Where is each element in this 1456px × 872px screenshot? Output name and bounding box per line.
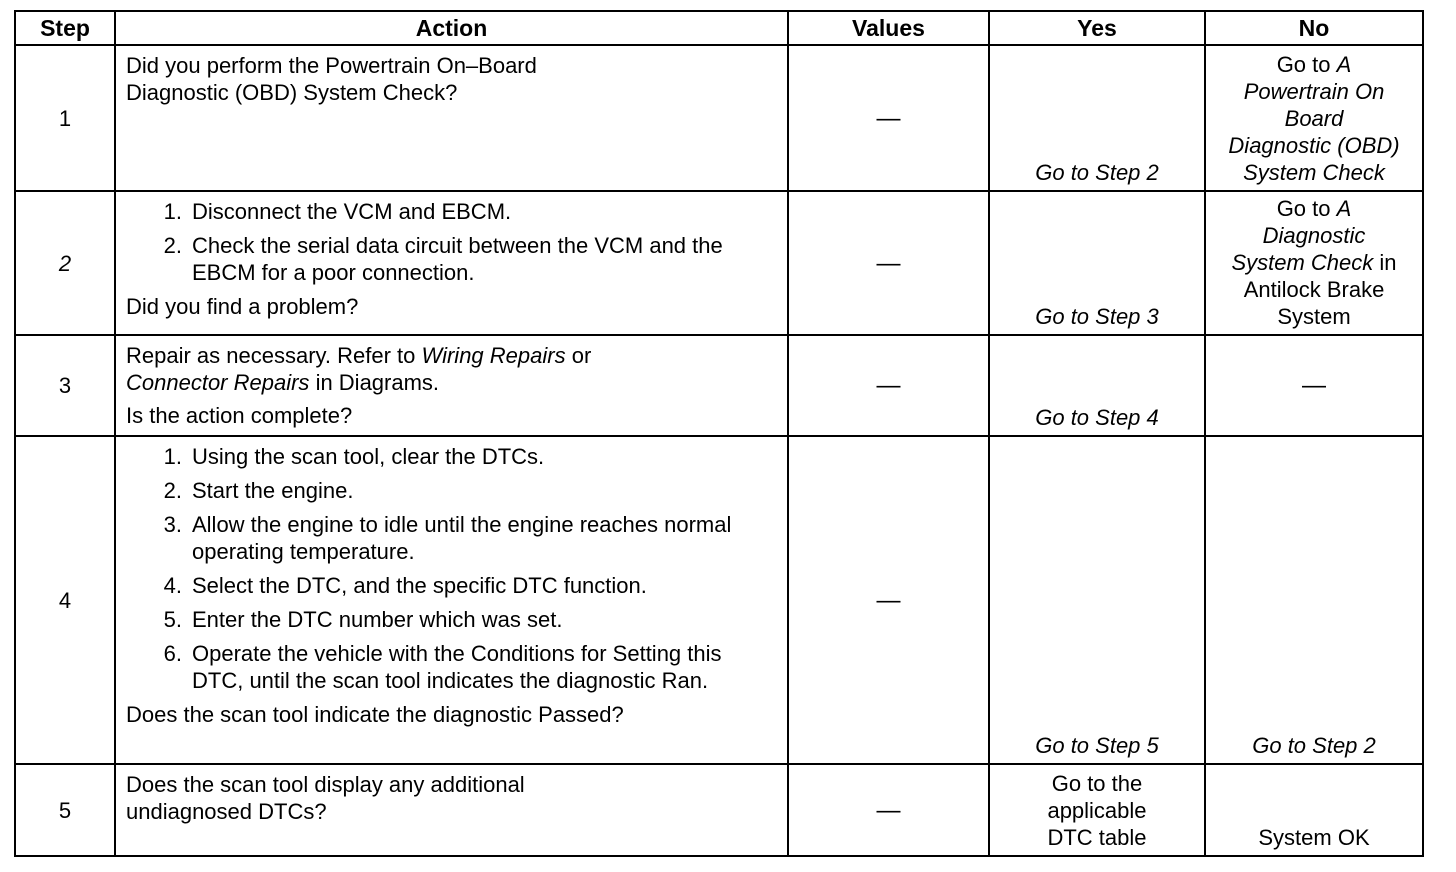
list-item [126,640,777,694]
list-number: 1. [163,199,182,224]
no-text: Go to [1276,196,1331,221]
table-row [15,191,1423,335]
yes-cell [989,436,1205,764]
action-line [126,342,777,369]
values-cell: — [788,335,989,436]
action-cell [115,335,788,436]
list-item [126,606,777,633]
table-row [15,436,1423,764]
action-steps [126,198,777,286]
action-question: Did you find a problem? [126,294,359,319]
action-line: Does the scan tool display any additional [126,772,525,797]
yes-link: Go to Step 5 [1035,733,1159,758]
values-cell: — [788,191,989,335]
step-number: 4 [15,436,115,764]
yes-cell [989,45,1205,191]
list-text: Using the scan tool, clear the DTCs. [192,444,545,469]
values-cell: — [788,45,989,191]
no-line: Diagnostic (OBD) [1228,133,1400,158]
list-text: Start the engine. [192,478,354,503]
action-text: Wiring Repairs [421,343,566,368]
yes-line: DTC table [1047,825,1147,850]
action-steps [126,443,777,694]
header-no: No [1205,11,1423,45]
step-number: 5 [15,764,115,856]
diagnostic-table [14,10,1424,857]
step-number: 3 [15,335,115,436]
step-number: 1 [15,45,115,191]
header-row [15,11,1423,45]
no-text: A [1336,52,1352,77]
list-number: 6. [163,641,182,666]
no-link: Go to Step 2 [1252,733,1376,758]
list-item [126,477,777,504]
list-text: Check the serial data circuit between the VCM and the EBCM for a poor connection. [192,233,723,285]
list-item [126,572,777,599]
yes-cell [989,191,1205,335]
no-line [1206,51,1422,78]
no-line: Powertrain On [1243,79,1385,104]
action-question: Does the scan tool indicate the diagnostic Passed? [126,702,624,727]
action-cell [115,764,788,856]
action-text: Repair as necessary. Refer to [126,343,416,368]
list-text: Allow the engine to idle until the engine reaches normal operating temperature. [192,512,732,564]
no-line [1206,249,1422,276]
list-number: 4. [163,573,182,598]
list-text: Select the DTC, and the specific DTC function. [192,573,647,598]
action-line: Diagnostic (OBD) System Check? [126,80,458,105]
no-line: System Check [1243,160,1385,185]
list-text: Enter the DTC number which was set. [192,607,563,632]
yes-link: Go to Step 2 [1035,160,1159,185]
action-text: Connector Repairs [126,370,310,395]
action-line: Did you perform the Powertrain On–Board [126,53,537,78]
no-cell [1205,436,1423,764]
list-text: Operate the vehicle with the Conditions for Setting this DTC, until the scan tool indicates the diagnostic Ran. [192,641,722,693]
action-cell [115,436,788,764]
header-values: Values [788,11,989,45]
no-line: Board [1284,106,1344,131]
no-text: Go to [1276,52,1331,77]
no-cell [1205,191,1423,335]
no-cell [1205,45,1423,191]
table-row [15,45,1423,191]
no-cell [1205,764,1423,856]
yes-cell [989,335,1205,436]
no-line: System [1277,304,1351,329]
yes-link: Go to Step 3 [1035,304,1159,329]
action-cell [115,191,788,335]
no-text: A [1336,196,1352,221]
list-number: 1. [163,444,182,469]
action-line: undiagnosed DTCs? [126,799,327,824]
action-cell [115,45,788,191]
header-action: Action [115,11,788,45]
list-number: 5. [163,607,182,632]
no-line: Antilock Brake [1243,277,1385,302]
no-line [1206,195,1422,222]
table-row [15,764,1423,856]
list-text: Disconnect the VCM and EBCM. [192,199,512,224]
list-number: 3. [163,512,182,537]
list-item [126,198,777,225]
action-line [126,369,777,396]
header-step: Step [15,11,115,45]
action-text: or [571,343,592,368]
list-item [126,232,777,286]
step-number: 2 [15,191,115,335]
action-text: in Diagrams. [315,370,440,395]
no-cell: — [1205,335,1423,436]
values-cell: — [788,764,989,856]
no-line: Diagnostic [1262,223,1366,248]
values-cell: — [788,436,989,764]
header-yes: Yes [989,11,1205,45]
yes-link: Go to Step 4 [1035,405,1159,430]
no-text: in [1379,250,1397,275]
list-item [126,443,777,470]
no-text: System Check [1231,250,1374,275]
no-text: System OK [1258,825,1370,850]
list-number: 2. [163,233,182,258]
yes-line: Go to the [1051,771,1143,796]
list-number: 2. [163,478,182,503]
table-row [15,335,1423,436]
list-item [126,511,777,565]
action-question: Is the action complete? [126,403,353,428]
yes-line: applicable [1047,798,1147,823]
yes-cell [989,764,1205,856]
